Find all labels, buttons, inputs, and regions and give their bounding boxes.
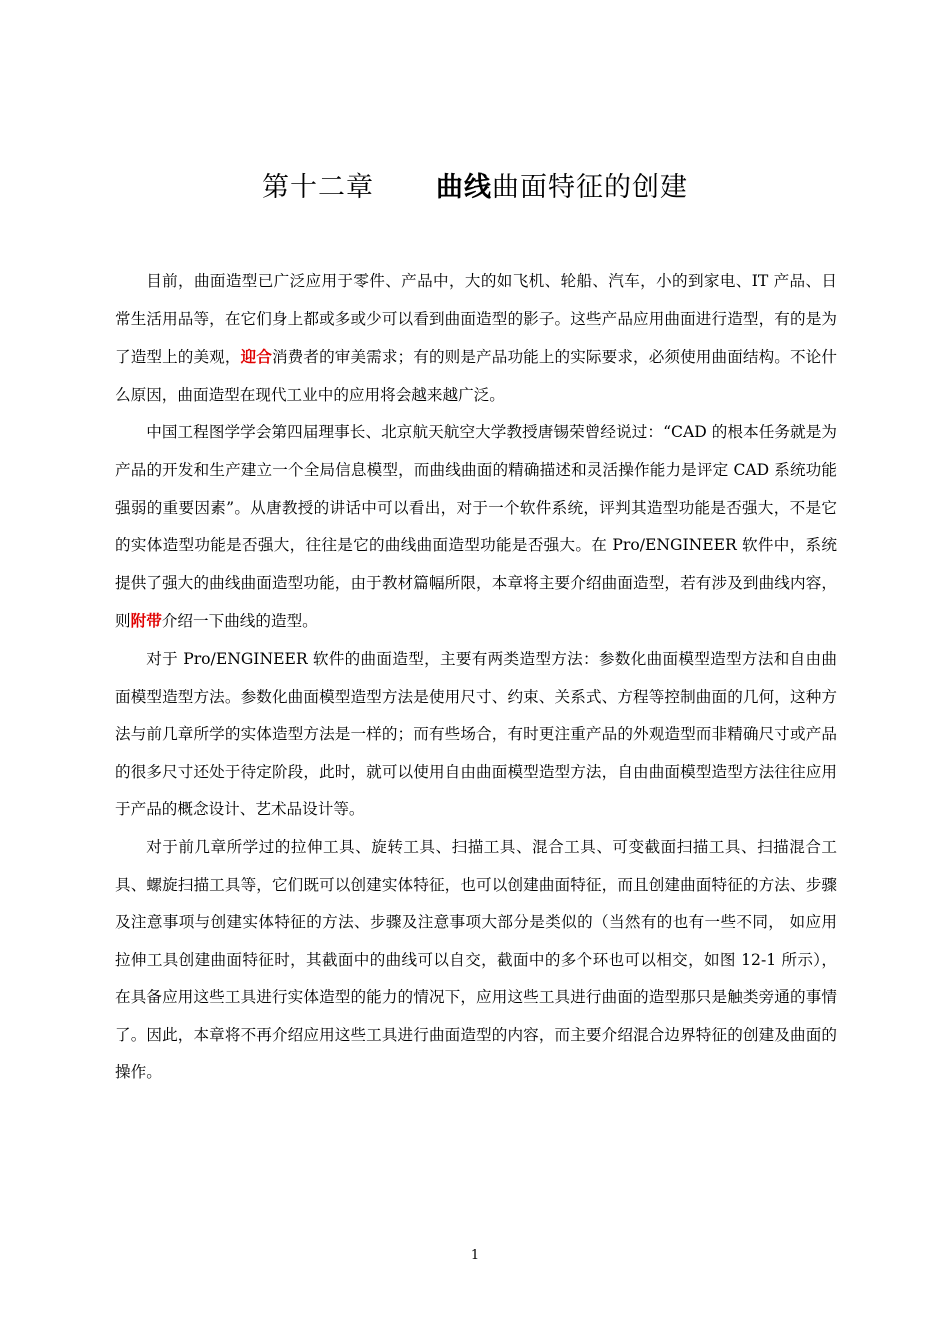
page-number: 1 — [470, 1248, 480, 1263]
paragraph-4-text: 对于前几章所学过的拉伸工具、旋转工具、扫描工具、混合工具、可变截面扫描工具、扫描混合工具、螺旋扫描工具等，它们既可以创建实体特征，也可以创建曲面特征，而且创建曲面特征的方法、步骤及注意事项与创建实体特征的方法、步骤及注意事项大部分是类似的（当然有的也有一些不同， 如应用拉伸工具创建曲面特征时，其截面中的曲线可以自交，截面中的多个环也可以相交，如图 12-1 所示），在具备应用这些工具进行实体造型的能力的情况下，应用这些工具进行曲面的造型那只是触类旁通的事情了。因此，本章将不再介绍应用这些工具进行曲面造型的内容，而主要介绍混合边界特征的创建及曲面的操作。 — [115, 837, 837, 1082]
paragraph-2-emphasis: 附带 — [130, 611, 162, 631]
chapter-title-bold: 曲线 — [436, 172, 492, 203]
paragraph-1-text-a: 目前，曲面造型已广泛应用于零件、产品中，大的如飞机、轮船、汽车，小的到家电、IT 产品、日常生活用品等，在它们身上都或多或少可以看到曲面造型的影子。这些产品应用曲面进行造型，有的是为了造型上的美观， — [115, 272, 837, 367]
paragraph-1 — [115, 263, 837, 414]
paragraph-2-text-b: 介绍一下曲线的造型。 — [161, 612, 318, 631]
body-text — [115, 263, 837, 1092]
paragraph-3-text: 对于 Pro/ENGINEER 软件的曲面造型，主要有两类造型方法：参数化曲面模型造型方法和自由曲面模型造型方法。参数化曲面模型造型方法是使用尺寸、约束、关系式、方程等控制曲面的几何，这种方法与前几章所学的实体造型方法是一样的；而有些场合，有时更注重产品的外观造型而非精确尺寸或产品的很多尺寸还处于待定阶段，此时，就可以使用自由曲面模型造型方法，自由曲面模型造型方法往往应用于产品的概念设计、艺术品设计等。 — [115, 649, 837, 819]
chapter-title-rest: 曲面特征的创建 — [492, 172, 688, 203]
paragraph-1-text-b: 消费者的审美需求；有的则是产品功能上的实际要求，必须使用曲面结构。不论什么原因，曲面造型在现代工业中的应用将会越来越广泛。 — [115, 348, 837, 404]
chapter-title — [0, 168, 950, 208]
paragraph-3 — [115, 641, 837, 829]
paragraph-2 — [115, 414, 837, 641]
paragraph-4 — [115, 829, 837, 1092]
paragraph-1-emphasis: 迎合 — [240, 347, 272, 367]
paragraph-2-text-a: 中国工程图学学会第四届理事长、北京航天航空大学教授唐锡荣曾经说过：“CAD 的根本任务就是为产品的开发和生产建立一个全局信息模型，而曲线曲面的精确描述和灵活操作能力是评定 CAD 系统功能强弱的重要因素”。从唐教授的讲话中可以看出，对于一个软件系统，评判其造型功能是否强大，不是它的实体造型功能是否强大，往往是它的曲线曲面造型功能是否强大。在 Pro/ENGINEER 软件中，系统提供了强大的曲线曲面造型功能，由于教材篇幅所限，本章将主要介绍曲面造型，若有涉及到曲线内容，则 — [115, 423, 837, 631]
chapter-number: 第十二章 — [262, 172, 374, 203]
